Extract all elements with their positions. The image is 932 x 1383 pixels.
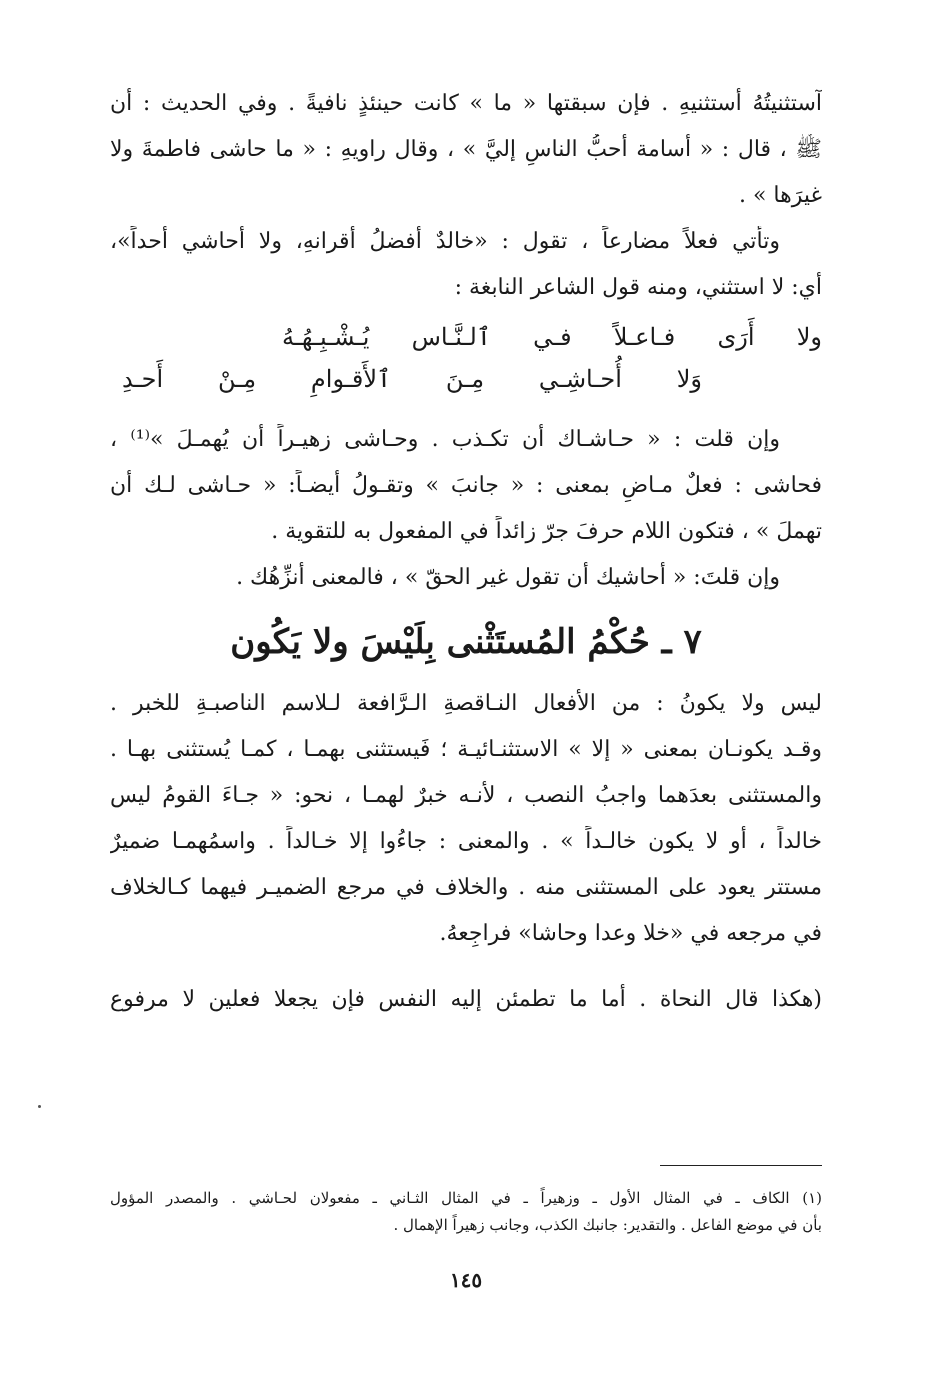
paragraph-4 [110,562,822,594]
footnote-divider [660,1165,822,1166]
text-line: غيرَها » . [738,183,822,208]
text-line: وإن قلتَ: « أُحاشيك أن تقول غير الحقّ » ، فالمعنى أُنزِّهُك . [236,565,780,590]
text-line: ليس ولا يكونُ : من الأفعال النـاقصةِ الـرَّافعة لـلاسم الناصبـةِ للخبر . [110,691,822,716]
text-line: ﷺ ، قال : « أُسامة أحبُّ الناسِ إليَّ » ، وقال راويهِ : « ما حاشى فاطمةَ ولا [110,137,822,162]
paragraph-gap [110,964,822,984]
verse-second-hemistich: وَلا أُحـاشِـي مِـنَ ٱلأَقـوامِ مِـنْ أَحـدِ [122,365,702,393]
text-line: أي: لا استثني، ومنه قول الشاعر النابغة : [454,275,822,300]
paragraph-2 [110,226,822,304]
paragraph-6 [110,984,822,1016]
poetry-verse [110,318,822,398]
section-heading: ٧ ـ حُكْمُ المُستَثْنى بِلَيْسَ ولا يَكُون [230,622,702,662]
text-line: مستتر يعود على المستثنى منه . والخلاف في مرجع الضميـر فيهما كـالخلاف [110,875,822,900]
text-line: وإن قلت : « حـاشـاك أن تكـذب . وحـاشى زهيـراً أن يُهمـلَ »⁽¹⁾ ، [110,427,780,452]
text-line: فحاشى : فعلٌ مـاضٍ بمعنى : « جانبَ » وتقـولُ أيضـاً: « حـاشى لـك أن [110,473,822,498]
page-body [110,88,822,1030]
page-number: ١٤٥ [449,1268,483,1292]
footnote-line: (١) الكاف ـ في المثال الأول ـ وزهيراً ـ في المثال الثـاني ـ مفعولان لحـاشي . والمصدر المؤول [110,1189,822,1207]
paragraph-5 [110,688,822,950]
text-line: وقـد يكونـان بمعنى « إلا » الاستثنـائيـة ؛ فَيستثنى بهمـا ، كمـا يُستثنى بهـا . [110,737,822,762]
verse-first-hemistich: ولا أَرَى فـاعـلاً فـي ٱلـنَّـاس يُـشْـبِـهُـهُ [282,323,822,351]
text-line: في مرجعه في «خلا وعدا وحاشا» فراجِعهُ. [439,921,822,946]
scan-speck [38,1105,41,1108]
footnote [110,1185,822,1239]
text-line: والمستثنى بعدَهما واجبُ النصب ، لأنـه خبرٌ لهمـا ، نحو: « جـاءَ القومُ ليس [110,783,822,808]
paragraph-1 [110,88,822,212]
paragraph-3 [110,424,822,548]
text-line: خالداً ، أو لا يكون خالـداً » . والمعنى : جاءُوا إلا خـالداً . واسمُهمـا ضميرٌ [110,829,822,854]
text-line: وتأتي فعلاً مضارعاً ، تقول : «خالدٌ أفضلُ أقرانهِ، ولا أُحاشي أحداً»، [110,229,780,254]
text-line: آستثنيتُهُ أستثنيهِ . فإن سبقتها « ما » كانت حينئذٍ نافيةً . وفي الحديث : أن [110,91,822,116]
text-line: تهملَ » ، فتكون اللام حرفَ جرّ زائداً في المفعول به للتقوية . [271,519,822,544]
footnote-line: بأن في موضع الفاعل . والتقدير: جانبك الكذب، وجانب زهيراً الإهمال . [393,1216,822,1234]
text-line: (هكذا قال النحاة . أما ما تطمئن إليه النفس فإن يجعلا فعلين لا مرفوع [110,987,822,1012]
